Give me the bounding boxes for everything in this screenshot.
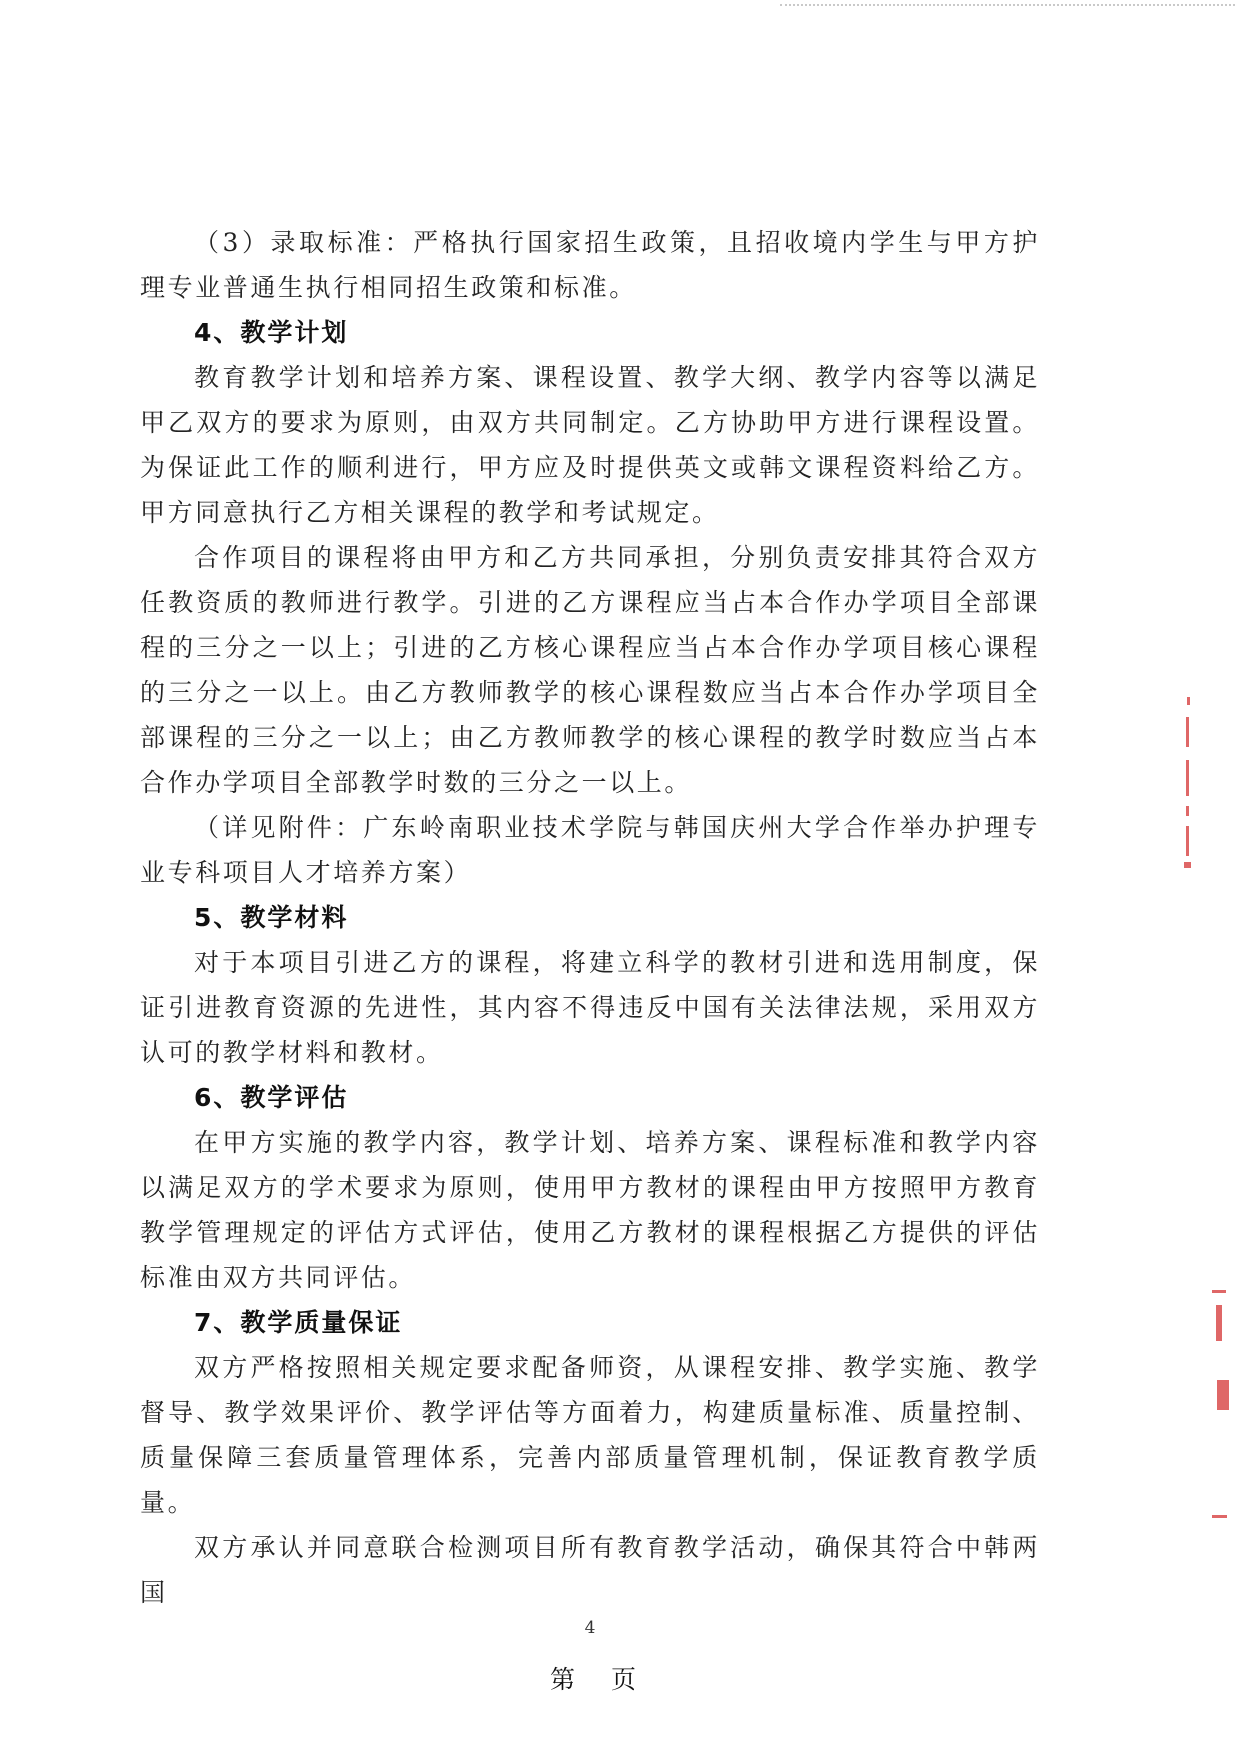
document-body: [140, 220, 1040, 1615]
page-number: 4: [584, 1618, 596, 1638]
paragraph-teaching-evaluation: 在甲方实施的教学内容，教学计划、培养方案、课程标准和教学内容以满足双方的学术要求为原则，使用甲方教材的课程由甲方按照甲方教育教学管理规定的评估方式评估，使用乙方教材的课程根据乙方提供的评估标准由双方共同评估。: [140, 1128, 1040, 1292]
paragraph-teaching-materials: 对于本项目引进乙方的课程，将建立科学的教材引进和选用制度，保证引进教育资源的先进性，其内容不得违反中国有关法律法规，采用双方认可的教学材料和教材。: [140, 948, 1040, 1067]
paragraph-admission-standard: （3）录取标准：严格执行国家招生政策，且招收境内学生与甲方护理专业普通生执行相同招生政策和标准。: [140, 228, 1040, 302]
heading-teaching-evaluation: 6、教学评估: [194, 1083, 349, 1112]
scan-edge-dots: [780, 4, 1235, 6]
page-footer: 第 页: [550, 1665, 640, 1694]
paragraph-courses: 合作项目的课程将由甲方和乙方共同承担，分别负责安排其符合双方任教资质的教师进行教学。引进的乙方课程应当占本合作办学项目全部课程的三分之一以上；引进的乙方核心课程应当占本合作办学项目核心课程的三分之一以上。由乙方教师教学的核心课程数应当占本合作办学项目全部课程的三分之一以上；由乙方教师教学的核心课程的教学时数应当占本合作办学项目全部教学时数的三分之一以上。: [140, 543, 1040, 797]
paragraph-joint-monitoring: 双方承认并同意联合检测项目所有教育教学活动，确保其符合中韩两国: [140, 1533, 1040, 1607]
heading-quality-assurance: 7、教学质量保证: [194, 1308, 403, 1337]
paragraph-quality-assurance: 双方严格按照相关规定要求配备师资，从课程安排、教学实施、教学督导、教学效果评价、教学评估等方面着力，构建质量标准、质量控制、质量保障三套质量管理体系，完善内部质量管理机制，保证教育教学质量。: [140, 1353, 1040, 1517]
heading-teaching-materials: 5、教学材料: [194, 903, 349, 932]
paragraph-teaching-plan: 教育教学计划和培养方案、课程设置、教学大纲、教学内容等以满足甲乙双方的要求为原则，由双方共同制定。乙方协助甲方进行课程设置。为保证此工作的顺利进行，甲方应及时提供英文或韩文课程资料给乙方。甲方同意执行乙方相关课程的教学和考试规定。: [140, 363, 1040, 527]
heading-teaching-plan: 4、教学计划: [194, 318, 349, 347]
paragraph-attachment-note: （详见附件：广东岭南职业技术学院与韩国庆州大学合作举办护理专业专科项目人才培养方案）: [140, 813, 1040, 887]
